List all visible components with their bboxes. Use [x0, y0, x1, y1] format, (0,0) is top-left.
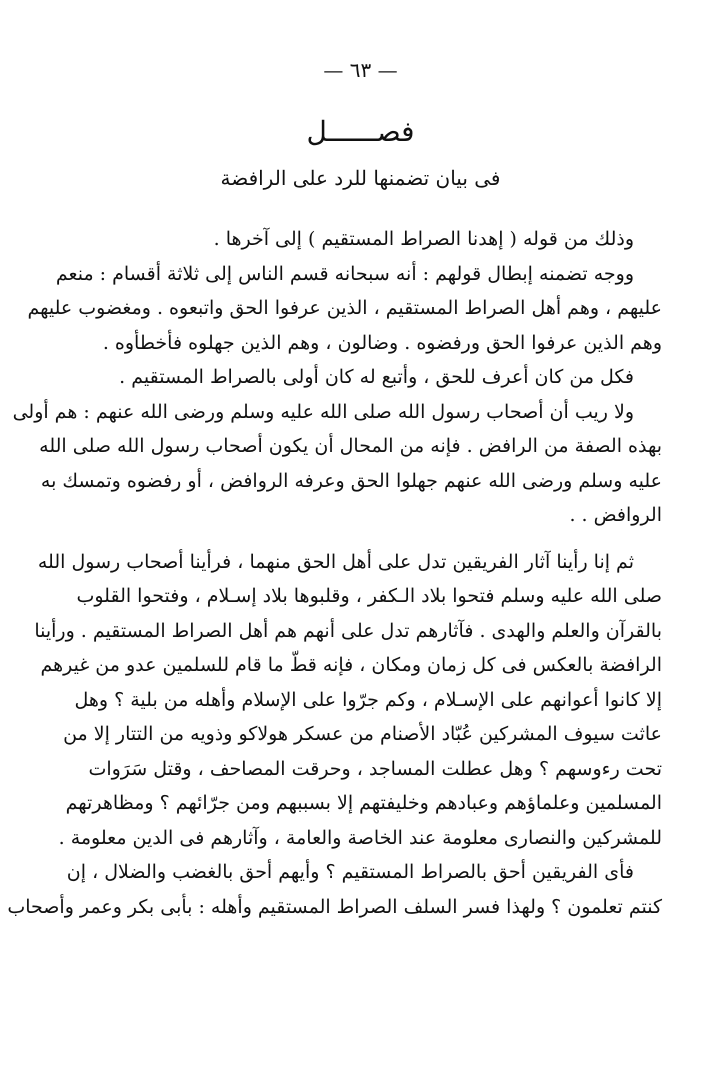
text-line: المسلمين وعلماؤهم وعبادهم وخليفتهم إلا بسببهم ومن جرّائهم ؟ ومظاهرتهم: [65, 792, 662, 814]
text-line: ولا ريب أن أصحاب رسول الله صلى الله عليه وسلم ورضى الله عنهم : هم أولى: [12, 400, 634, 423]
text-line: تحت رءوسهم ؟ وهل عطلت المساجد ، وحرقت المصاحف ، وقتل سَرَوات: [88, 757, 662, 780]
text-line: وذلك من قوله ( إهدنا الصراط المستقيم ) إلى آخرها .: [213, 228, 634, 250]
text-line: فكل من كان أعرف للحق ، وأتبع له كان أولى بالصراط المستقيم .: [119, 366, 634, 388]
text-line: وهم الذين عرفوا الحق ورفضوه . وضالون ، وهم الذين جهلوه فأخطأوه .: [102, 331, 662, 354]
text-line: للمشركين والنصارى معلومة عند الخاصة والعامة ، وآثارهم فى الدين معلومة .: [58, 826, 662, 849]
text-line: صلى الله عليه وسلم فتحوا بلاد الـكفر ، وقلبوها بلاد إسـلام ، وفتحوا القلوب: [76, 585, 662, 607]
text-line: الرافضة بالعكس فى كل زمان ومكان ، فإنه قطّ ما قام للسلمين عدو من غيرهم: [40, 654, 662, 676]
text-line: فأى الفريقين أحق بالصراط المستقيم ؟ وأيهم أحق بالغضب والضلال ، إن: [66, 861, 634, 883]
text-line: إلا كانوا أعوانهم على الإسـلام ، وكم جرّوا على الإسلام وأهله من بلية ؟ وهل: [74, 688, 662, 711]
section-subheading: فى بيان تضمنها للرد على الرافضة: [220, 166, 501, 190]
text-line: عليه وسلم ورضى الله عنهم جهلوا الحق وعرفه الروافض ، أو رفضوه وتمسك به: [40, 469, 662, 492]
text-line: الروافض . .: [569, 504, 662, 526]
text-line: عاثت سيوف المشركين عُبّاد الأصنام من عسكر هولاكو وذويه من التتار إلا من: [63, 723, 662, 745]
text-line: كنتم تعلمون ؟ ولهذا فسر السلف الصراط المستقيم وأهله : بأبى بكر وعمر وأصحاب: [7, 895, 662, 918]
text-line: ووجه تضمنه إبطال قولهم : أنه سبحانه قسم الناس إلى ثلاثة أقسام : منعم: [55, 262, 634, 285]
section-heading: فصــــــل: [306, 115, 415, 148]
body-text: [7, 222, 662, 924]
page-number: — ٦٣ —: [323, 58, 398, 82]
text-line: بهذه الصفة من الرافض . فإنه من المحال أن يكون أصحاب رسول الله صلى الله: [39, 435, 662, 457]
text-line: بالقرآن والعلم والهدى . فآثارهم تدل على أنهم هم أهل الصراط المستقيم . ورأينا: [34, 619, 662, 642]
text-line: عليهم ، وهم أهل الصراط المستقيم ، الذين عرفوا الحق واتبعوه . ومغضوب عليهم: [27, 297, 662, 319]
text-line: ثم إنا رأينا آثار الفريقين تدل على أهل الحق منهما ، فرأينا أصحاب رسول الله: [37, 550, 634, 573]
